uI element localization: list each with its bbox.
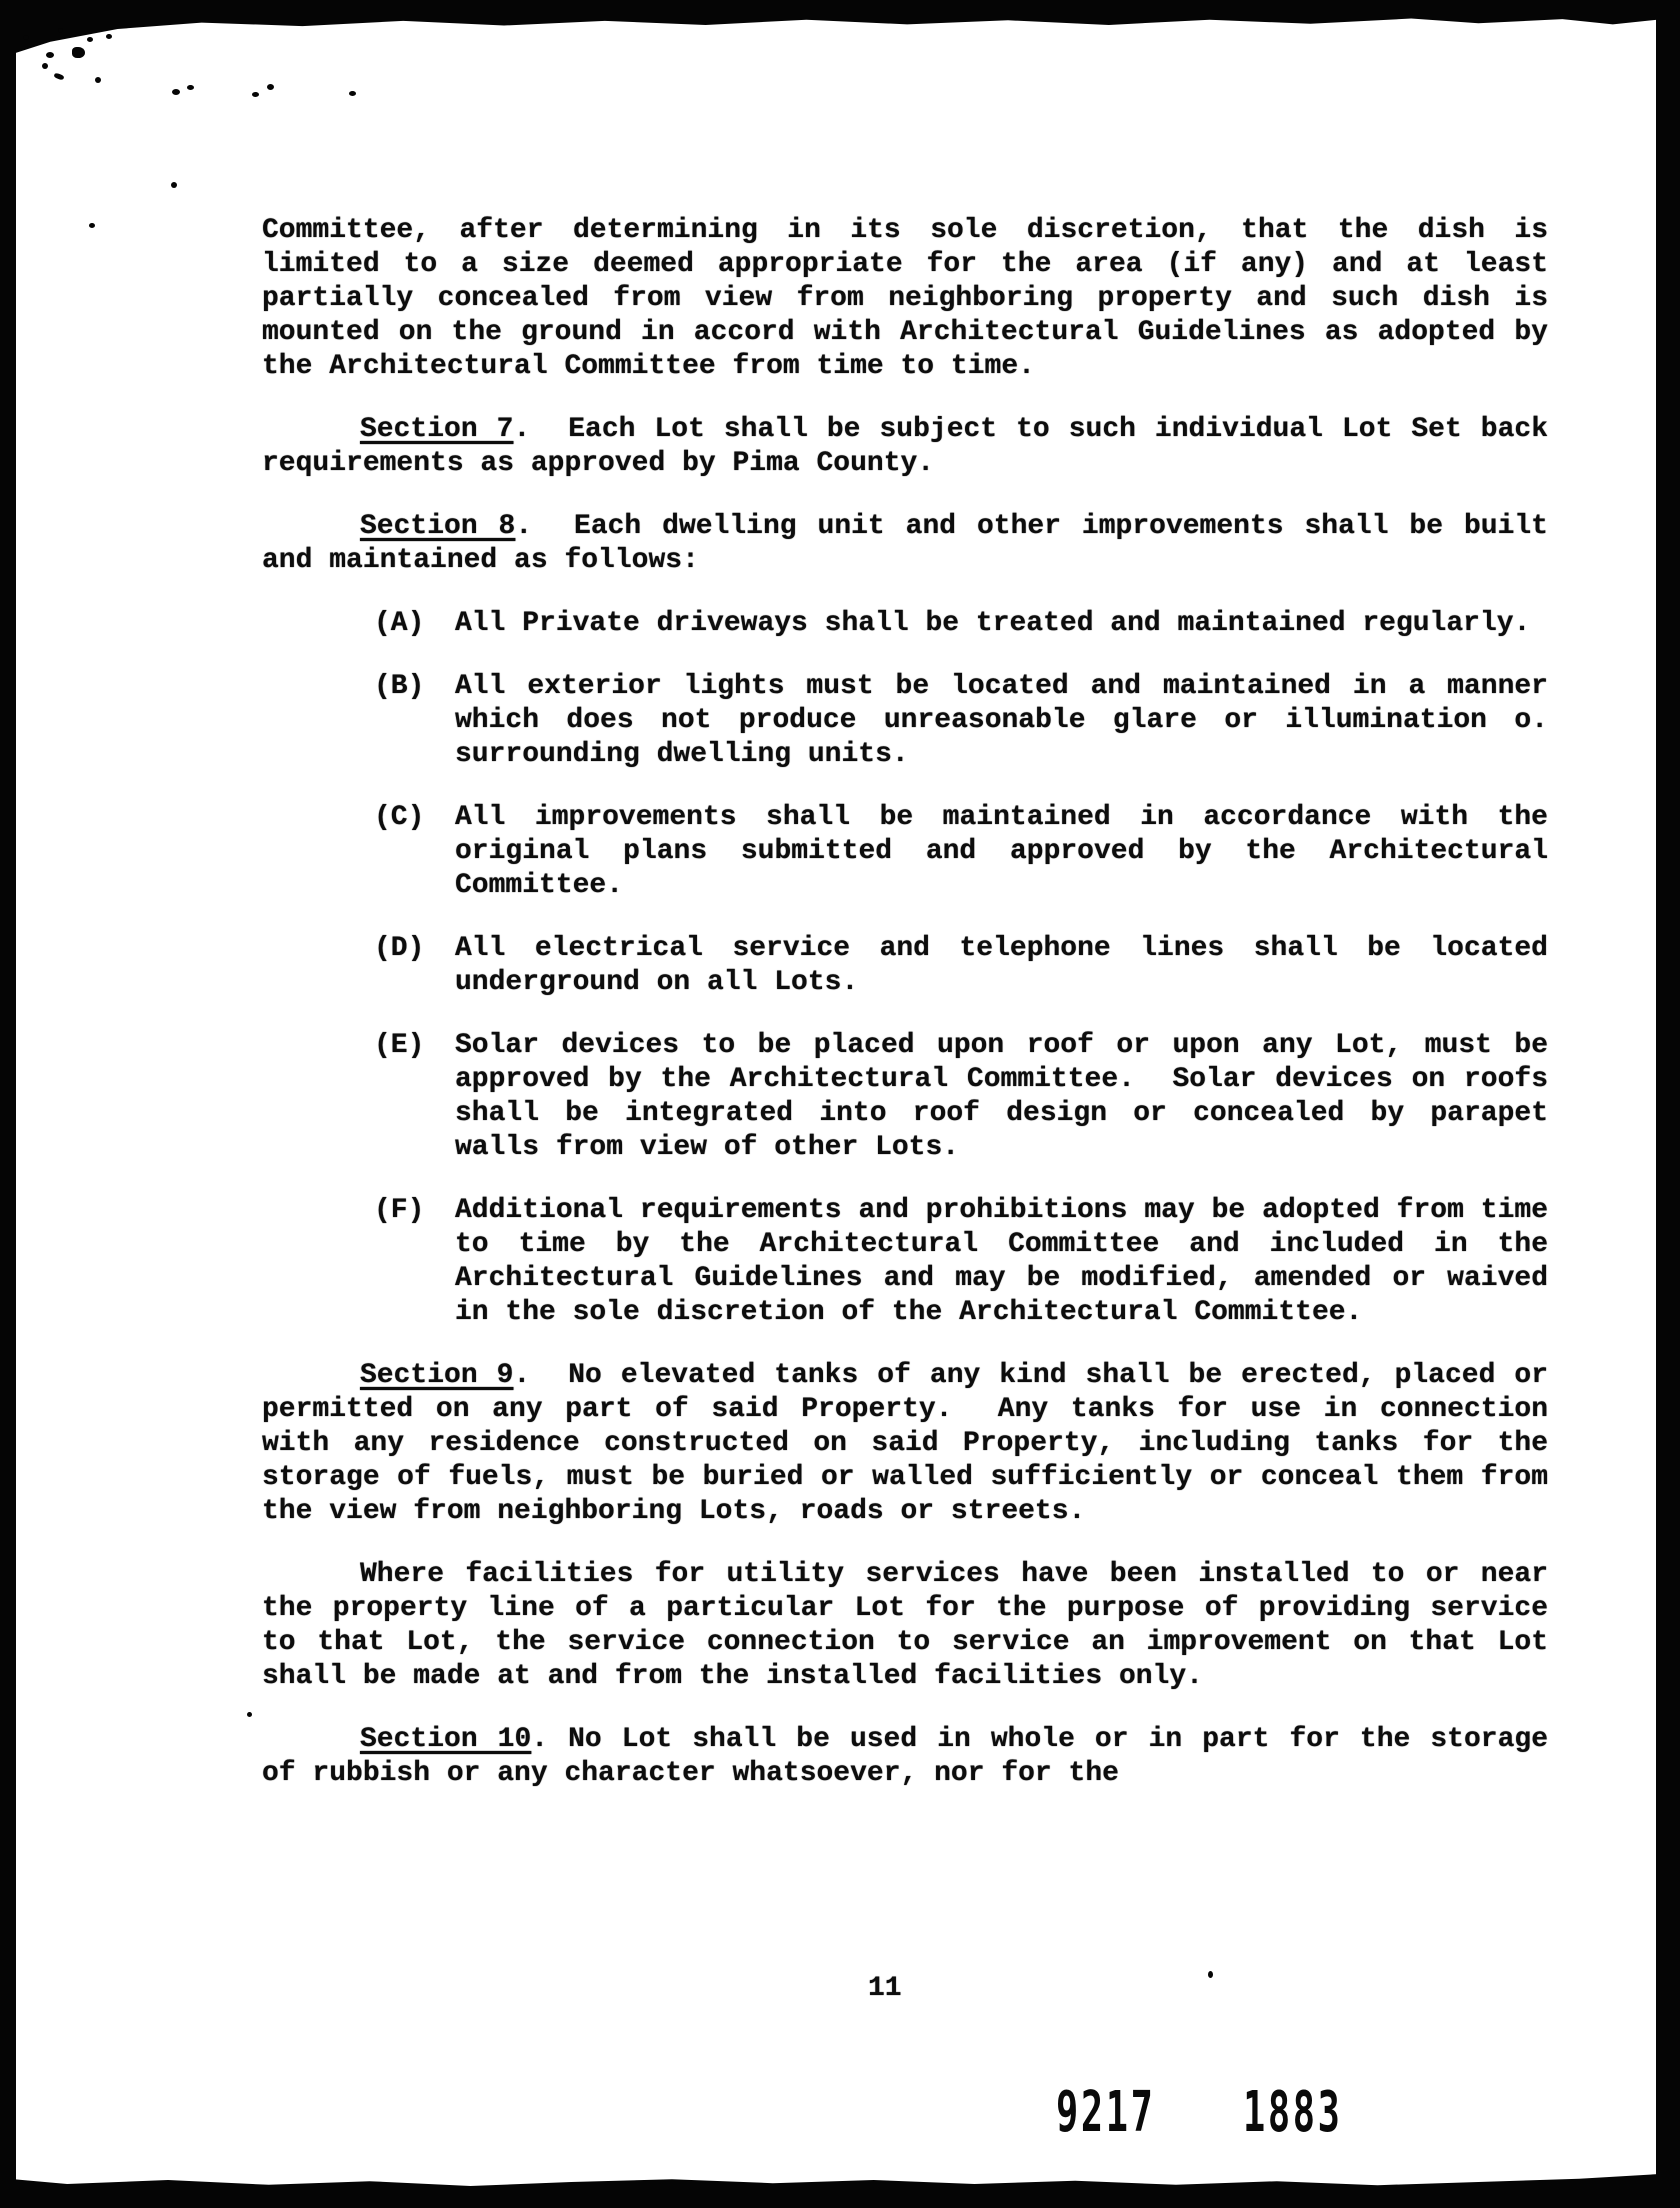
section-7-text: . Each Lot shall be subject to such individual Lot Set back requirements as approved by Pima County. (262, 414, 1548, 479)
scan-speck (58, 28, 63, 33)
section-10-heading: Section 10 (360, 1724, 532, 1755)
scan-speck (42, 63, 48, 69)
document-content (262, 214, 1548, 1820)
list-item-e-label: (E) (374, 1030, 425, 1061)
section-7-heading: Section 7 (360, 414, 514, 445)
scan-speck (172, 89, 180, 95)
scan-border-left (0, 0, 16, 2208)
scan-speck (171, 182, 177, 188)
list-item-a-text: All Private driveways shall be treated and maintained regularly. (455, 608, 1531, 639)
list-item-e-text: Solar devices to be placed upon roof or upon any Lot, must be approved by the Architectural Committee. Solar devices on roofs shall be integrated into roof design or concealed by parapet walls from view of other Lots. (455, 1030, 1548, 1163)
scan-speck (46, 52, 54, 58)
paragraph-utility: Where facilities for utility services have been installed to or near the property line of a particular Lot for the purpose of providing service to that Lot, the service connection to service an improvement on that Lot shall be made at and from the installed facilities only. (262, 1559, 1548, 1692)
list-item-c-label: (C) (374, 802, 425, 833)
list-item-c-text: All improvements shall be maintained in accordance with the original plans submitted and approved by the Architectural Committee. (455, 802, 1548, 901)
list-item-f-label: (F) (374, 1195, 425, 1226)
scan-speck (53, 72, 64, 80)
stamp-number-left: 9217 (1056, 2080, 1156, 2145)
scan-speck (349, 91, 356, 96)
list-item-b (262, 670, 1548, 772)
list-item-b-label: (B) (374, 671, 425, 702)
scan-speck (89, 223, 95, 228)
scan-border-top (0, 0, 1680, 58)
stamp-number-right: 1883 (1243, 2080, 1343, 2145)
section-10-text: . No Lot shall be used in whole or in part for the storage of rubbish or any character whatsoever, nor for the (262, 1724, 1549, 1789)
recorder-stamp (0, 2080, 1680, 2145)
scan-speck (23, 35, 29, 40)
page-number: 11 (868, 1973, 902, 2004)
section-9-heading: Section 9 (360, 1360, 514, 1391)
scan-speck (95, 77, 101, 83)
scan-speck (187, 85, 194, 90)
scan-speck (72, 47, 85, 58)
list-item-b-text: All exterior lights must be located and maintained in a manner which does not produce unreasonable glare or illumination o. surrounding dwelling units. (455, 671, 1548, 770)
section-9-text: . No elevated tanks of any kind shall be erected, placed or permitted on any part of said Property. Any tanks for use in connection with any residence constructed on said Property, including tanks for the storage of fuels, must be buried or walled sufficiently or conceal them from the view from neighboring Lots, roads or streets. (262, 1360, 1548, 1527)
section-8-paragraph (262, 510, 1548, 578)
section-8-heading: Section 8 (360, 511, 516, 542)
paragraph-intro: Committee, after determining in its sole discretion, that the dish is limited to a size deemed appropriate for the area (if any) and at least partially concealed from view from neighboring property and such dish is mounted on the ground in accord with Architectural Guidelines as adopted by the Architectural Committee from time to time. (262, 215, 1548, 382)
list-item-a-label: (A) (374, 608, 425, 639)
list-item-f (262, 1194, 1548, 1330)
scan-border-right (1656, 0, 1680, 2208)
list-item-e (262, 1029, 1548, 1165)
section-10-paragraph (262, 1723, 1548, 1791)
scan-speck (87, 37, 93, 42)
scan-speck (252, 92, 259, 97)
section-8-text: . Each dwelling unit and other improvements shall be built and maintained as follows: (262, 511, 1548, 576)
scan-speck (106, 34, 112, 39)
section-9-paragraph (262, 1359, 1548, 1529)
scan-border-bottom (0, 2168, 1680, 2208)
list-item-c (262, 801, 1548, 903)
list-item-f-text: Additional requirements and prohibitions may be adopted from time to time by the Architectural Committee and included in the Architectural Guidelines and may be modified, amended or waived in the sole discretion of the Architectural Committee. (455, 1195, 1548, 1328)
scan-speck (247, 1712, 252, 1717)
section-7-paragraph (262, 413, 1548, 481)
list-item-a (262, 607, 1548, 641)
list-item-d-label: (D) (374, 933, 425, 964)
list-item-d (262, 932, 1548, 1000)
scan-speck (1208, 1971, 1213, 1978)
list-item-d-text: All electrical service and telephone lines shall be located underground on all Lots. (455, 933, 1548, 998)
scan-speck (267, 84, 274, 90)
